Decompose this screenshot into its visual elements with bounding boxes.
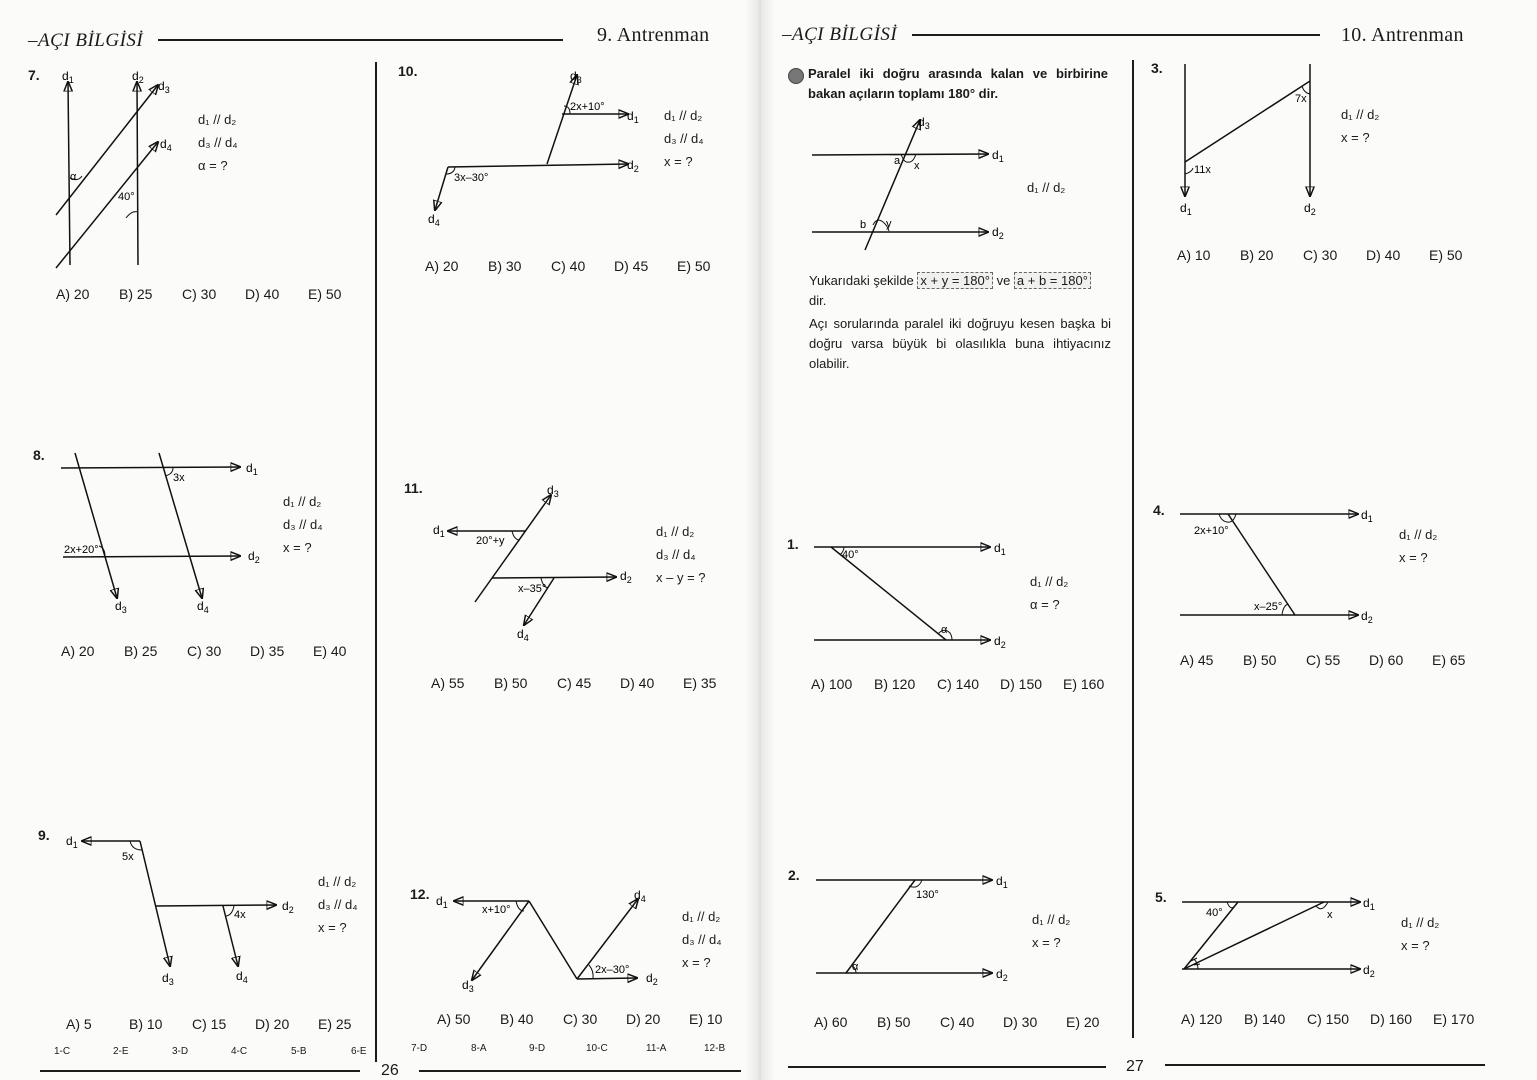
svg-text:d2: $d_2$ (248, 549, 260, 565)
option-d[interactable]: D) 30 (1003, 1014, 1038, 1030)
question-number: 8. (33, 447, 45, 463)
option-a[interactable]: A) 10 (1177, 247, 1211, 263)
svg-text:d2: $d_2$ (1304, 201, 1316, 217)
answer-options (431, 675, 746, 691)
svg-text:d1: $d_1$ (246, 461, 258, 477)
option-d[interactable]: D) 150 (1000, 676, 1043, 692)
condition: d₁ // d₂ (1027, 180, 1066, 195)
book-spine (745, 0, 775, 1080)
option-c[interactable]: C) 30 (563, 1011, 598, 1027)
conditions: d₁ // d₂ d₃ // d₄ x = ? (283, 494, 323, 555)
svg-text:40°: 40° (842, 549, 859, 561)
answer-key-7-12: 7-D 8-A 9-D 10-C 11-A 12-B (411, 1043, 726, 1054)
svg-text:40°: 40° (118, 191, 135, 203)
rule-statement: Paralel iki doğru arasında kalan ve birbirine bakan açıların toplamı 180° dir. (808, 66, 1108, 101)
option-e[interactable]: E) 40 (313, 643, 347, 659)
svg-text:d3: $d_3$ (162, 971, 174, 987)
svg-text:5x: 5x (122, 851, 134, 863)
answer-options (66, 1016, 381, 1032)
question-number: 1. (787, 536, 799, 552)
option-d[interactable]: D) 45 (614, 258, 649, 274)
header-rule (912, 34, 1320, 36)
option-e[interactable]: E) 20 (1066, 1014, 1100, 1030)
svg-text:x: x (1327, 909, 1333, 921)
question-number: 10. (398, 63, 418, 79)
svg-text:d4: $d_4$ (160, 137, 172, 153)
svg-text:d4: $d_4$ (428, 212, 440, 228)
question-number: 9. (38, 827, 50, 843)
option-b[interactable]: B) 40 (500, 1011, 534, 1027)
svg-text:d2: $d_2$ (627, 158, 639, 174)
tip-paragraph: Açı sorularında paralel iki doğruyu kesen başka bi doğru varsa büyük bi olasılıkla buna ihtiyacınız olabilir. (809, 316, 1111, 371)
svg-text:x: x (914, 160, 920, 172)
answer-options (61, 643, 376, 659)
svg-text:d1: $d_1$ (1361, 508, 1373, 524)
figure-q7 (50, 70, 190, 270)
svg-text:d3: $d_3$ (462, 978, 474, 994)
right-header-title: –AÇI BİLGİSİ (782, 24, 898, 45)
conditions: d₁ // d₂ x = ? (1399, 527, 1438, 565)
option-a[interactable]: A) 50 (437, 1011, 471, 1027)
bullet-icon (788, 68, 804, 84)
option-c[interactable]: C) 45 (557, 675, 592, 691)
question-number: 2. (788, 867, 800, 883)
option-b[interactable]: B) 50 (877, 1014, 911, 1030)
svg-text:x+10°: x+10° (482, 904, 511, 916)
svg-text:d2: $d_2$ (1363, 963, 1375, 978)
figure-q4 (1178, 505, 1388, 625)
option-d[interactable]: D) 160 (1370, 1011, 1413, 1027)
option-b[interactable]: B) 50 (494, 675, 528, 691)
question-number: 12. (410, 886, 430, 902)
svg-text:x–35°: x–35° (518, 583, 547, 595)
option-c[interactable]: C) 150 (1307, 1011, 1350, 1027)
explanation: Yukarıdaki şekilde x + y = 180° ve a + b = 180° dir. (809, 271, 1114, 311)
option-a[interactable]: A) 20 (56, 286, 90, 302)
right-header-right: 10. Antrenman (1341, 24, 1464, 46)
conditions: d₁ // d₂ d₃ // d₄ x – y = ? (656, 524, 706, 585)
svg-text:α: α (70, 171, 77, 183)
svg-text:b: b (860, 219, 867, 231)
equation-box-2: a + b = 180° (1014, 272, 1091, 289)
option-b[interactable]: B) 25 (119, 286, 153, 302)
svg-text:4x: 4x (234, 909, 246, 921)
left-header-right: 9. Antrenman (597, 24, 710, 46)
option-b[interactable]: B) 50 (1243, 652, 1277, 668)
svg-text:d4: $d_4$ (634, 888, 646, 904)
svg-text:d1: $d_1$ (433, 523, 445, 539)
option-c[interactable]: C) 140 (937, 676, 980, 692)
option-a[interactable]: A) 20 (425, 258, 459, 274)
option-a[interactable]: A) 100 (811, 676, 853, 692)
svg-text:d1: $d_1$ (992, 148, 1004, 164)
svg-text:d4: $d_4$ (236, 969, 248, 985)
option-b[interactable]: B) 120 (874, 676, 916, 692)
svg-text:7x: 7x (1295, 93, 1307, 105)
option-b[interactable]: B) 25 (124, 643, 158, 659)
header-rule (158, 39, 563, 41)
option-b[interactable]: B) 10 (129, 1016, 163, 1032)
answer-options (425, 258, 740, 274)
conditions: d₁ // d₂ d₃ // d₄ α = ? (198, 112, 238, 173)
svg-text:d1: $d_1$ (1363, 896, 1375, 912)
svg-text:d3: $d_3$ (547, 483, 559, 499)
option-c[interactable]: C) 40 (940, 1014, 975, 1030)
answer-options (437, 1011, 752, 1027)
conditions: d₁ // d₂ x = ? (1341, 107, 1380, 145)
footer-rule (419, 1070, 741, 1072)
option-d[interactable]: D) 40 (1366, 247, 1401, 263)
answer-options (811, 676, 1126, 692)
svg-text:2x+10°: 2x+10° (1194, 525, 1229, 537)
svg-text:d2: $d_2$ (1361, 609, 1373, 625)
figure-q5 (1180, 893, 1390, 978)
figure-info (810, 112, 1030, 252)
footer-rule (788, 1066, 1106, 1068)
svg-text:3x–30°: 3x–30° (454, 172, 489, 184)
svg-text:α: α (941, 624, 948, 636)
conditions: d₁ // d₂ d₃ // d₄ x = ? (664, 108, 704, 169)
question-number: 5. (1155, 889, 1167, 905)
footer-rule (1165, 1064, 1485, 1066)
svg-text:d1: $d_1$ (1180, 201, 1192, 217)
svg-text:d2: $d_2$ (992, 225, 1004, 241)
conditions: d₁ // d₂ x = ? (1401, 915, 1440, 953)
option-c[interactable]: C) 30 (1303, 247, 1338, 263)
svg-text:20°+y: 20°+y (476, 535, 505, 547)
conditions: d₁ // d₂ x = ? (1032, 912, 1071, 950)
option-e[interactable]: E) 25 (318, 1016, 352, 1032)
svg-text:40°: 40° (1206, 907, 1223, 919)
option-e[interactable]: E) 65 (1432, 652, 1466, 668)
option-e[interactable]: E) 50 (1429, 247, 1463, 263)
answer-options (1180, 652, 1495, 668)
option-e[interactable]: E) 170 (1433, 1011, 1475, 1027)
svg-text:3x: 3x (173, 472, 185, 484)
conditions: d₁ // d₂ d₃ // d₄ x = ? (682, 909, 722, 970)
svg-text:d2: $d_2$ (646, 971, 658, 987)
svg-text:2x+20°: 2x+20° (64, 544, 99, 556)
footer-rule (40, 1070, 360, 1072)
option-e[interactable]: E) 10 (689, 1011, 723, 1027)
svg-text:d1: $d_1$ (62, 70, 74, 85)
svg-text:d1: $d_1$ (627, 109, 639, 125)
svg-text:d1: $d_1$ (436, 894, 448, 910)
answer-key-1-6: 1-C 2-E 3-D 4-C 5-B 6-E (54, 1046, 367, 1057)
svg-text:d3: $d_3$ (158, 79, 170, 95)
svg-text:130°: 130° (916, 889, 939, 901)
question-number: 11. (404, 480, 423, 496)
option-c[interactable]: C) 30 (182, 286, 217, 302)
svg-text:x–25°: x–25° (1254, 601, 1283, 613)
svg-text:d4: $d_4$ (517, 627, 529, 642)
option-d[interactable]: D) 20 (626, 1011, 661, 1027)
equation-box-1: x + y = 180° (917, 272, 993, 289)
svg-text:d3: $d_3$ (918, 115, 930, 131)
option-c[interactable]: C) 15 (192, 1016, 227, 1032)
left-header-title: –AÇI BİLGİSİ (28, 30, 144, 51)
option-e[interactable]: E) 50 (677, 258, 711, 274)
svg-text:y: y (886, 218, 892, 230)
svg-text:d1: $d_1$ (996, 874, 1008, 890)
option-d[interactable]: D) 40 (620, 675, 655, 691)
answer-options (814, 1014, 1129, 1030)
conditions: d₁ // d₂ d₃ // d₄ x = ? (318, 874, 358, 935)
figure-q12 (432, 885, 672, 1000)
svg-text:d2: $d_2$ (620, 569, 632, 585)
option-a[interactable]: A) 55 (431, 675, 465, 691)
figure-q9 (62, 830, 312, 995)
svg-text:d2: $d_2$ (994, 634, 1006, 650)
answer-options (1181, 1011, 1496, 1027)
page-number-right: 27 (1126, 1058, 1144, 1075)
option-d[interactable]: D) 20 (255, 1016, 290, 1032)
figure-q2 (812, 870, 1032, 985)
figure-q10 (420, 70, 650, 230)
question-number: 7. (28, 67, 40, 83)
question-number: 3. (1151, 60, 1163, 76)
option-c[interactable]: C) 40 (551, 258, 586, 274)
option-e[interactable]: E) 160 (1063, 676, 1105, 692)
svg-text:d4: $d_4$ (197, 599, 209, 615)
svg-text:α: α (852, 961, 859, 973)
conditions: d₁ // d₂ α = ? (1030, 574, 1069, 612)
option-a[interactable]: A) 120 (1181, 1011, 1223, 1027)
svg-text:11x: 11x (1194, 164, 1211, 176)
option-d[interactable]: D) 35 (250, 643, 285, 659)
option-a[interactable]: A) 45 (1180, 652, 1214, 668)
svg-text:2x+10°: 2x+10° (570, 101, 605, 113)
svg-text:2x–30°: 2x–30° (595, 964, 630, 976)
page-number-left: 26 (381, 1062, 399, 1079)
svg-text:d3: $d_3$ (570, 70, 582, 85)
figure-q1 (810, 535, 1030, 650)
column-divider (375, 62, 377, 1062)
option-d[interactable]: D) 60 (1369, 652, 1404, 668)
svg-text:d3: $d_3$ (115, 599, 127, 615)
svg-text:d2: $d_2$ (132, 70, 144, 85)
option-b[interactable]: B) 30 (488, 258, 522, 274)
svg-text:d2: $d_2$ (282, 899, 294, 915)
figure-q8 (55, 450, 275, 620)
question-number: 4. (1153, 502, 1165, 518)
option-e[interactable]: E) 50 (308, 286, 342, 302)
column-divider (1132, 60, 1134, 1038)
svg-text:d1: $d_1$ (994, 541, 1006, 557)
option-b[interactable]: B) 140 (1244, 1011, 1286, 1027)
option-d[interactable]: D) 40 (245, 286, 280, 302)
option-a[interactable]: A) 20 (61, 643, 95, 659)
svg-text:a: a (894, 155, 901, 167)
figure-q11 (428, 482, 658, 642)
option-c[interactable]: C) 30 (187, 643, 222, 659)
option-a[interactable]: A) 60 (814, 1014, 848, 1030)
svg-text:d2: $d_2$ (996, 967, 1008, 983)
option-b[interactable]: B) 20 (1240, 247, 1274, 263)
answer-options (56, 286, 371, 302)
figure-q3 (1170, 62, 1320, 222)
answer-options (1177, 247, 1492, 263)
option-e[interactable]: E) 35 (683, 675, 717, 691)
option-c[interactable]: C) 55 (1306, 652, 1341, 668)
option-a[interactable]: A) 5 (66, 1016, 92, 1032)
svg-text:d1: $d_1$ (66, 834, 78, 850)
